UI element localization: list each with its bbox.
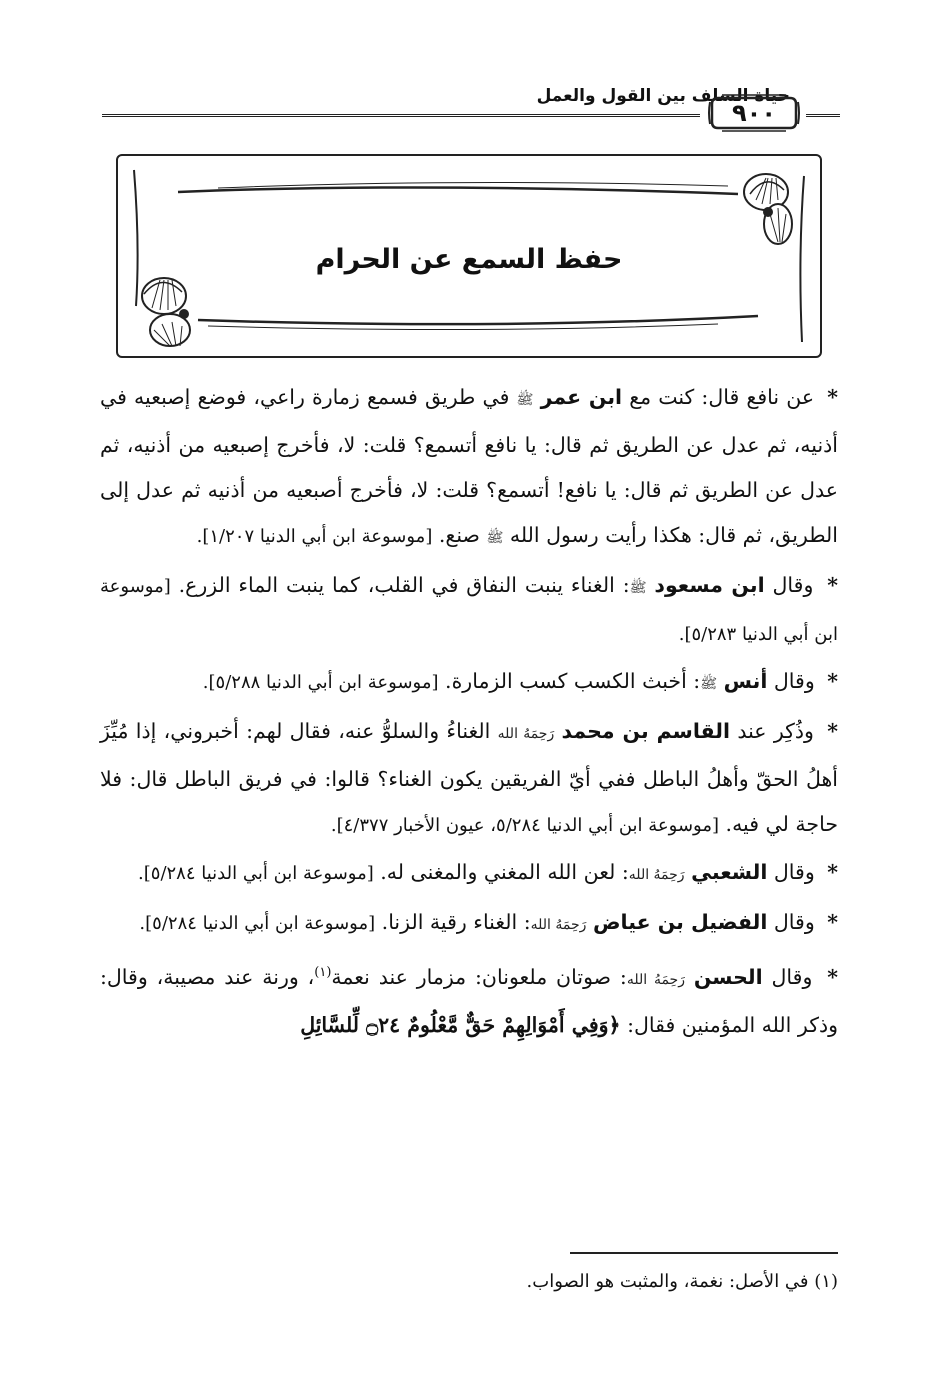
narrator-name: القاسم بن محمد [561,719,731,743]
page-number [708,92,800,134]
main-text [100,375,838,1050]
reference: [موسوعة ابن أبي الدنيا ١/٢٠٧]. [196,526,433,547]
paragraph-text: : أخبث الكسب كسب الزمارة. [445,669,701,693]
paragraph-text: وقال [773,860,815,884]
paragraph-text: وقال [773,669,815,693]
reference: [موسوعة ابن أبي الدنيا ٥/٢٨٤، عيون الأخبار ٤/٣٧٧]. [330,815,720,836]
narrator-name: الشعبي [691,860,768,884]
running-title: حياة السلف بين القول والعمل [536,86,790,106]
section-title: حفظ السمع عن الحرام [315,244,623,275]
honorific: ﷺ [700,676,718,692]
footnote-number: (١) [814,1271,838,1292]
paragraph-text: ، ورنة عند مصيبة، وقال: وذكر الله المؤمنين فقال: [100,964,838,1037]
honorific: رَحِمَهُ الله [497,726,555,742]
paragraph-text: عن نافع قال: كنت مع [629,385,815,409]
paragraph-text: صنع. [438,523,480,547]
paragraph-text: : صوتان ملعونان: مزمار عند نعمة [331,964,627,989]
footnote-text: في الأصل: نغمة، والمثبت هو الصواب. [526,1271,809,1292]
header-rule-left [102,114,700,117]
reference: [موسوعة ابن أبي الدنيا ٥/٢٨٨]. [202,672,439,693]
bullet: * [827,719,838,743]
paragraph-5 [100,850,838,898]
honorific: ﷺ [486,530,504,546]
paragraph-text: وقال [772,573,814,597]
narrator-name: الفضيل بن عياض [592,910,768,934]
bullet: * [827,669,838,693]
bullet: * [827,860,838,884]
honorific: رَحِمَهُ الله [628,867,685,883]
reference: [موسوعة ابن أبي الدنيا ٥/٢٨٤]. [138,863,374,884]
honorific: رَحِمَهُ الله [626,971,685,988]
header-rule-right [806,114,840,117]
narrator-name: ابن عمر [540,385,623,409]
paragraph-7 [100,950,838,1048]
bullet: * [827,385,838,409]
paragraph-2 [100,563,838,657]
paragraph-text: : لعن الله المغني والمغنى له. [380,860,629,884]
paragraph-3 [100,659,838,707]
honorific: ﷺ [516,392,534,408]
paragraph-text: وقال [771,964,813,989]
paragraph-6 [100,900,838,948]
honorific: ﷺ [629,580,647,596]
title-frame [116,154,822,358]
paragraph-text: في طريق فسمع زمارة راعي، فوضع إصبعيه في أذنيه، ثم عدل عن الطريق ثم قال: يا نافع أتسمع؟ قلت: لا، فأخرج إصبعيه من أذنيه، ثم عدل عن الطريق ثم قال: يا نافع! أتسمع؟ قلت: لا، فأخرج أصبعيه من أذنيه ثم عدل إلى الطريق، ثم قال: هكذا رأيت رسول الله [100,385,838,547]
paragraph-text: وذُكِر عند [737,719,814,743]
page-number-text: ٩٠٠ [732,99,776,127]
paragraph-1 [100,375,838,561]
reference: [موسوعة ابن أبي الدنيا ٥/٢٨٤]. [139,913,376,934]
footnote-marker[interactable]: (١) [314,965,332,980]
quran-verse: ﴿وَفِي أَمْوَالِهِمْ حَقٌّ مَّعْلُومٌ ۝٢٤ لِّلسَّائِلِ [300,1012,621,1037]
narrator-name: أنس [723,669,768,693]
paragraph-text: : الغناء رقية الزنا. [381,910,531,934]
footnote [100,1268,838,1296]
bullet: * [827,964,838,989]
bullet: * [827,573,838,597]
paragraph-4 [100,709,838,848]
paragraph-text: وقال [773,910,815,934]
narrator-name: الحسن [693,964,763,989]
honorific: رَحِمَهُ الله [530,917,587,933]
footnote-rule [570,1252,838,1254]
bullet: * [827,910,838,934]
paragraph-text: الغناءُ والسلوُّ عنه، فقال لهم: أخبروني، إذا مُيِّزَ أهلُ الحقّ وأهلُ الباطل ففي أيّ الفريقين يكون الغناء؟ قالوا: في فريق الباطل قال: فلا حاجة لي فيه. [100,719,838,836]
reference: [موسوعة ابن أبي الدنيا ٥/٢٨٣]. [100,576,838,645]
paragraph-text: : الغناء ينبت النفاق في القلب، كما ينبت الماء الزرع. [178,573,630,597]
narrator-name: ابن مسعود [654,573,765,597]
